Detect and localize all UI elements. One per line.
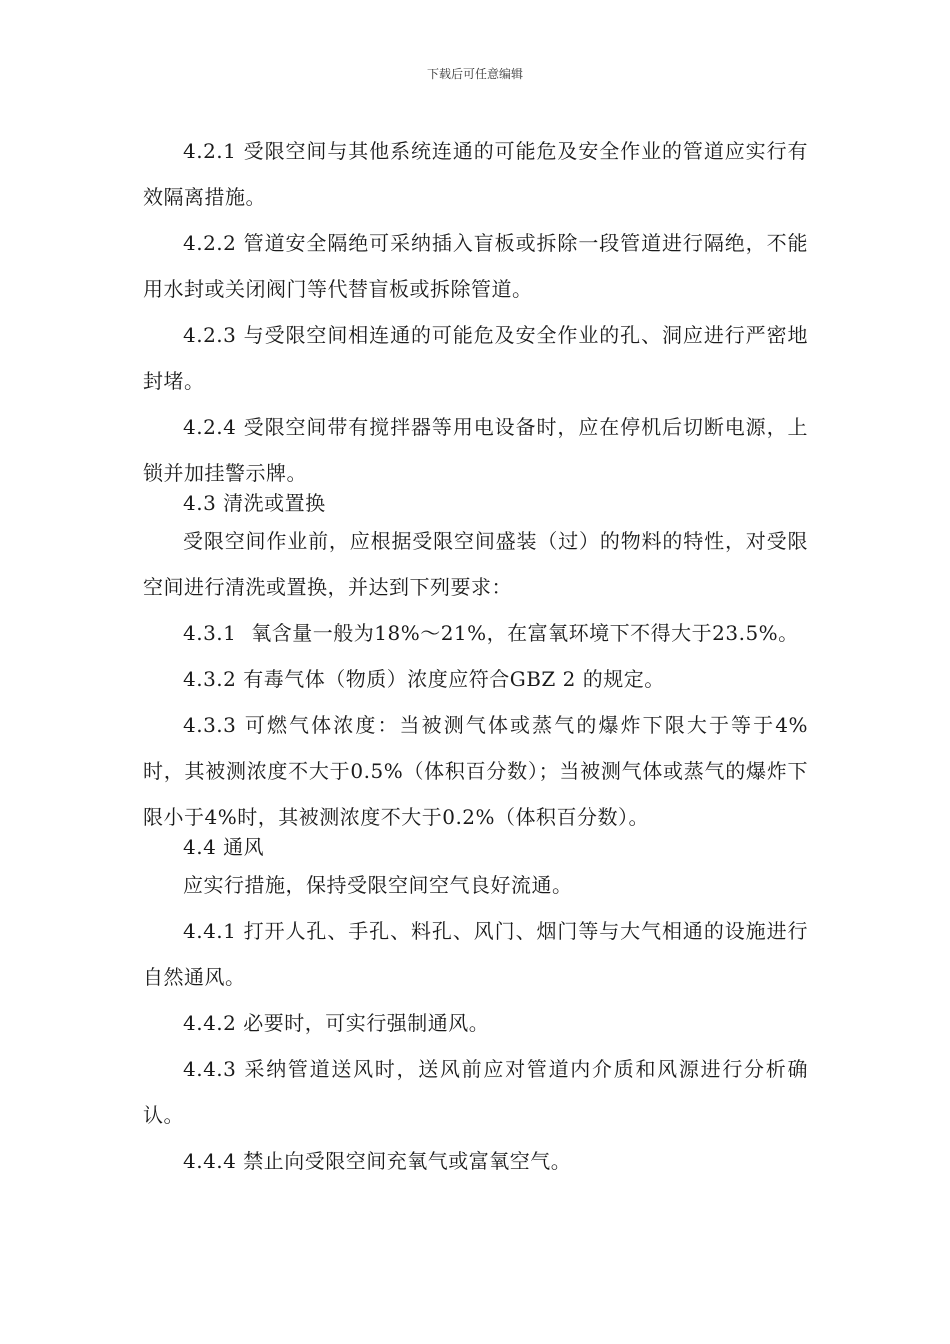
paragraph-4-3-1: 4.3.1 氧含量一般为18%～21%，在富氧环境下不得大于23.5%。 bbox=[183, 621, 799, 645]
section-heading-4-4: 4.4 通风 bbox=[183, 835, 265, 859]
paragraph-4-4-2: 4.4.2 必要时，可实行强制通风。 bbox=[183, 1011, 490, 1035]
paragraph-4-4-1: 4.4.1 打开人孔、手孔、料孔、风门、烟门等与大气相通的设施进行自然通风。 bbox=[143, 919, 808, 989]
paragraph-4-2-3: 4.2.3 与受限空间相连通的可能危及安全作业的孔、洞应进行严密地封堵。 bbox=[143, 323, 808, 393]
document-body bbox=[143, 128, 808, 1184]
paragraph-4-4-4: 4.4.4 禁止向受限空间充氧气或富氧空气。 bbox=[183, 1149, 572, 1173]
paragraph-4-4-intro: 应实行措施，保持受限空间空气良好流通。 bbox=[183, 873, 573, 897]
paragraph-4-2-4: 4.2.4 受限空间带有搅拌器等用电设备时，应在停机后切断电源，上锁并加挂警示牌。 bbox=[143, 415, 808, 485]
paragraph-4-3-2: 4.3.2 有毒气体（物质）浓度应符合GBZ 2 的规定。 bbox=[183, 667, 665, 691]
paragraph-4-2-2: 4.2.2 管道安全隔绝可采纳插入盲板或拆除一段管道进行隔绝，不能用水封或关闭阀门等代替盲板或拆除管道。 bbox=[143, 231, 808, 301]
paragraph-4-3-intro: 受限空间作业前，应根据受限空间盛装（过）的物料的特性，对受限空间进行清洗或置换，并达到下列要求： bbox=[143, 529, 808, 599]
paragraph-4-4-3: 4.4.3 采纳管道送风时，送风前应对管道内介质和风源进行分析确认。 bbox=[143, 1057, 808, 1127]
paragraph-4-3-3: 4.3.3 可燃气体浓度：当被测气体或蒸气的爆炸下限大于等于4%时，其被测浓度不大于0.5%（体积百分数）；当被测气体或蒸气的爆炸下限小于4%时，其被测浓度不大于0.2%（体积百分数）。 bbox=[143, 713, 808, 829]
section-heading-4-3: 4.3 清洗或置换 bbox=[183, 491, 326, 515]
paragraph-4-2-1: 4.2.1 受限空间与其他系统连通的可能危及安全作业的管道应实行有效隔离措施。 bbox=[143, 139, 808, 209]
page-header: 下载后可任意编辑 bbox=[426, 67, 523, 81]
